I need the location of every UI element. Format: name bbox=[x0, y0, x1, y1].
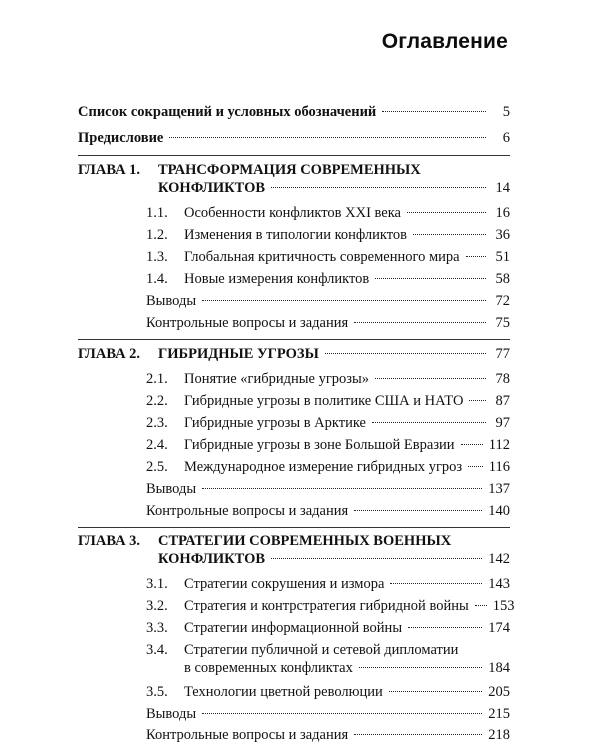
toc-section[interactable] bbox=[146, 205, 510, 225]
chapter-heading[interactable] bbox=[78, 162, 421, 179]
section-label: Стратегии публичной и сетевой дипломатии bbox=[184, 642, 459, 658]
divider bbox=[78, 155, 510, 156]
chapter-heading[interactable] bbox=[78, 346, 510, 366]
toc-section[interactable] bbox=[146, 684, 510, 704]
toc-section-cont[interactable] bbox=[184, 660, 510, 680]
section-number: 2.1. bbox=[146, 371, 168, 387]
conclusions-page: 137 bbox=[488, 481, 510, 497]
dot-leader bbox=[325, 353, 486, 354]
section-number: 3.3. bbox=[146, 620, 168, 636]
questions-label: Контрольные вопросы и задания bbox=[146, 727, 349, 743]
section-page: 153 bbox=[492, 598, 515, 614]
chapter-number: ГЛАВА 1. bbox=[78, 162, 141, 178]
dot-leader bbox=[413, 234, 486, 235]
toc-section[interactable] bbox=[146, 415, 510, 435]
chapter-number: ГЛАВА 3. bbox=[78, 533, 141, 549]
chapter-title-cont: КОНФЛИКТОВ bbox=[158, 551, 266, 567]
section-number: 2.2. bbox=[146, 393, 168, 409]
toc-section[interactable] bbox=[146, 249, 510, 269]
chapter-heading[interactable] bbox=[78, 533, 451, 550]
section-number: 2.3. bbox=[146, 415, 168, 431]
chapter-title: ГИБРИДНЫЕ УГРОЗЫ bbox=[158, 346, 319, 362]
section-page: 97 bbox=[495, 415, 510, 431]
section-label: Стратегии информационной войны bbox=[184, 620, 403, 636]
chapter-page: 77 bbox=[495, 346, 510, 362]
dot-leader bbox=[359, 667, 482, 668]
toc-section[interactable] bbox=[146, 393, 510, 413]
toc-entry-page: 5 bbox=[502, 104, 510, 120]
section-page: 87 bbox=[495, 393, 510, 409]
dot-leader bbox=[202, 713, 482, 714]
toc-questions[interactable] bbox=[146, 727, 510, 747]
questions-page: 218 bbox=[488, 727, 510, 743]
toc-section[interactable] bbox=[146, 271, 510, 291]
section-number: 3.4. bbox=[146, 642, 168, 658]
toc-conclusions[interactable] bbox=[146, 293, 510, 313]
section-label: Стратегии сокрушения и измора bbox=[184, 576, 385, 592]
conclusions-page: 215 bbox=[488, 706, 510, 722]
section-page: 205 bbox=[488, 684, 510, 700]
section-page: 112 bbox=[488, 437, 510, 453]
dot-leader bbox=[475, 605, 487, 606]
dot-leader bbox=[354, 322, 486, 323]
toc-section[interactable] bbox=[146, 437, 510, 457]
section-page: 51 bbox=[495, 249, 510, 265]
section-number: 3.1. bbox=[146, 576, 168, 592]
toc-section[interactable] bbox=[146, 227, 510, 247]
section-number: 1.3. bbox=[146, 249, 168, 265]
section-label: Новые измерения конфликтов bbox=[184, 271, 370, 287]
chapter-page: 142 bbox=[488, 551, 510, 567]
toc-entry-page: 6 bbox=[502, 130, 510, 146]
section-number: 1.1. bbox=[146, 205, 168, 221]
toc-section[interactable] bbox=[146, 371, 510, 391]
dot-leader bbox=[389, 691, 483, 692]
chapter-page: 14 bbox=[495, 180, 510, 196]
toc-questions[interactable] bbox=[146, 315, 510, 335]
section-label: Глобальная критичность современного мира bbox=[184, 249, 460, 265]
toc-entry-preface[interactable] bbox=[78, 130, 510, 150]
toc-questions[interactable] bbox=[146, 503, 510, 523]
section-page: 143 bbox=[488, 576, 510, 592]
questions-label: Контрольные вопросы и задания bbox=[146, 503, 349, 519]
section-number: 3.2. bbox=[146, 598, 168, 614]
conclusions-page: 72 bbox=[495, 293, 510, 309]
section-page: 78 bbox=[495, 371, 510, 387]
questions-page: 140 bbox=[488, 503, 510, 519]
section-page: 174 bbox=[488, 620, 510, 636]
toc-entry-label: Список сокращений и условных обозначений bbox=[78, 104, 377, 120]
dot-leader bbox=[375, 378, 486, 379]
dot-leader bbox=[271, 187, 486, 188]
dot-leader bbox=[469, 400, 486, 401]
dot-leader bbox=[382, 111, 486, 112]
conclusions-label: Выводы bbox=[146, 706, 197, 722]
toc-section[interactable] bbox=[146, 598, 515, 618]
section-number: 2.5. bbox=[146, 459, 168, 475]
section-page: 58 bbox=[495, 271, 510, 287]
conclusions-label: Выводы bbox=[146, 481, 197, 497]
section-number: 1.2. bbox=[146, 227, 168, 243]
section-label: Особенности конфликтов XXI века bbox=[184, 205, 401, 221]
toc-entry-abbreviations[interactable] bbox=[78, 104, 510, 124]
section-page: 16 bbox=[495, 205, 510, 221]
conclusions-label: Выводы bbox=[146, 293, 197, 309]
section-label: Международное измерение гибридных угроз bbox=[184, 459, 463, 475]
section-label: Гибридные угрозы в Арктике bbox=[184, 415, 366, 431]
page-title: Оглавление bbox=[381, 30, 508, 53]
dot-leader bbox=[372, 422, 486, 423]
chapter-title-cont: КОНФЛИКТОВ bbox=[158, 180, 266, 196]
dot-leader bbox=[375, 278, 486, 279]
chapter-number: ГЛАВА 2. bbox=[78, 346, 141, 362]
dot-leader bbox=[466, 256, 486, 257]
section-label: Изменения в типологии конфликтов bbox=[184, 227, 408, 243]
dot-leader bbox=[408, 627, 482, 628]
chapter-title-line[interactable] bbox=[158, 180, 510, 200]
toc-section[interactable] bbox=[146, 576, 510, 596]
dot-leader bbox=[461, 444, 483, 445]
chapter-title: СТРАТЕГИИ СОВРЕМЕННЫХ ВОЕННЫХ bbox=[158, 533, 452, 549]
chapter-title: ТРАНСФОРМАЦИЯ СОВРЕМЕННЫХ bbox=[158, 162, 421, 178]
divider bbox=[78, 339, 510, 340]
dot-leader bbox=[354, 510, 482, 511]
dot-leader bbox=[390, 583, 482, 584]
dot-leader bbox=[202, 300, 486, 301]
section-number: 2.4. bbox=[146, 437, 168, 453]
toc-entry-label: Предисловие bbox=[78, 130, 164, 146]
dot-leader bbox=[169, 137, 486, 138]
section-page: 116 bbox=[488, 459, 510, 475]
toc-section[interactable] bbox=[146, 620, 510, 640]
toc-section-multiline[interactable] bbox=[146, 642, 510, 662]
section-label: Гибридные угрозы в зоне Большой Евразии bbox=[184, 437, 455, 453]
questions-label: Контрольные вопросы и задания bbox=[146, 315, 349, 331]
toc-conclusions[interactable] bbox=[146, 481, 510, 501]
section-number: 3.5. bbox=[146, 684, 168, 700]
dot-leader bbox=[271, 558, 482, 559]
dot-leader bbox=[468, 466, 483, 467]
section-page: 184 bbox=[488, 660, 510, 676]
section-label: Гибридные угрозы в политике США и НАТО bbox=[184, 393, 464, 409]
dot-leader bbox=[354, 734, 482, 735]
section-number: 1.4. bbox=[146, 271, 168, 287]
section-label-cont: в современных конфликтах bbox=[184, 660, 353, 676]
dot-leader bbox=[407, 212, 486, 213]
divider bbox=[78, 527, 510, 528]
section-label: Понятие «гибридные угрозы» bbox=[184, 371, 370, 387]
questions-page: 75 bbox=[495, 315, 510, 331]
section-label: Стратегия и контрстратегия гибридной войны bbox=[184, 598, 469, 614]
toc-section[interactable] bbox=[146, 459, 510, 479]
chapter-title-line[interactable] bbox=[158, 551, 510, 571]
section-label: Технологии цветной революции bbox=[184, 684, 383, 700]
toc-conclusions[interactable] bbox=[146, 706, 510, 726]
section-page: 36 bbox=[495, 227, 510, 243]
dot-leader bbox=[202, 488, 482, 489]
